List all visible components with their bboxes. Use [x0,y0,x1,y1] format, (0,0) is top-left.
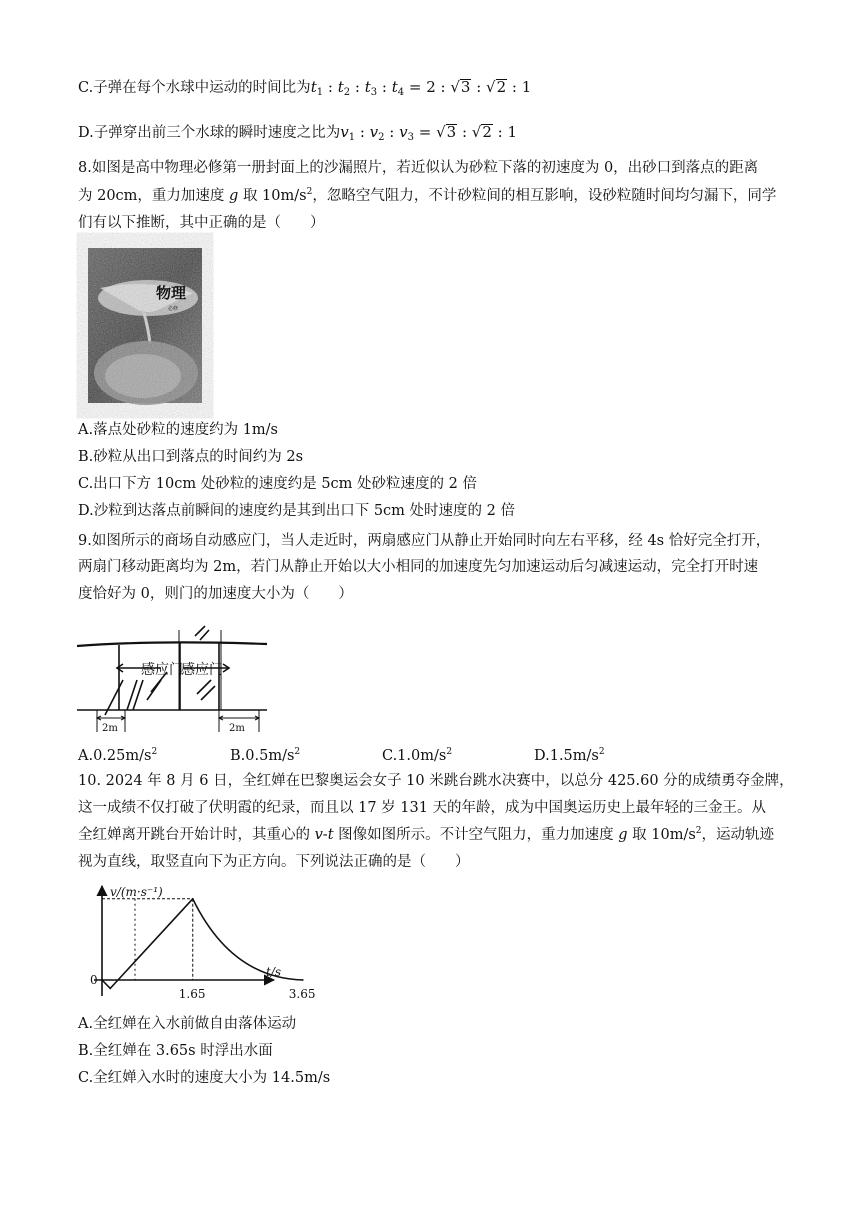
data-point [109,988,111,990]
q9-stem-line2: 两扇门移动距离均为 2m，若门从静止开始以大小相同的加速度先匀加速运动后匀减速运动，完全打开时速 [78,559,759,575]
x-axis-label: t/s [266,965,282,979]
left-door-label: 感应门 [141,662,183,678]
vt-graph [84,880,316,1005]
q10-option-a: A.全红婵在入水前做自由落体运动 [78,1016,297,1032]
q8-stem-line3: 们有以下推断，其中正确的是（ ） [78,215,325,231]
q10-stem-line1: 10. 2024 年 8 月 6 日，全红婵在巴黎奥运会女子 10 米跳台跳水决赛中，以总分 425.60 分的成绩勇夺金牌， [78,773,794,789]
q7-option-c-text: C.子弹在每个水球中运动的时间比为 [78,80,311,96]
cover-subtitle: 必修 [168,306,179,312]
q9-option-d: $D.1.5m/s^2$ [534,747,605,764]
q10-stem-line3: 全红婵离开跳台开始计时，其重心的 v-t 图像如图所示。不计空气阻力，重力加速度 g 取 $10m/s^2$，运动轨迹 [78,826,775,843]
series-line-rise [102,899,193,989]
hourglass-photo [88,248,202,403]
q9-option-b: $B.0.5m/s^2$ [230,747,301,764]
q8-stem-line2: 为 20cm，重力加速度 g 取 $10m/s^2$，忽略空气阻力，不计砂粒间的相互影响，设砂粒随时间均匀漏下，同学 [78,187,777,204]
data-point [192,898,194,900]
q9-option-c: $C.1.0m/s^2$ [382,747,453,764]
q10-option-b: B.全红婵在 3.65s 时浮出水面 [78,1043,273,1059]
sliding-door-figure [75,610,271,735]
q9-stem-line1: 9.如图所示的商场自动感应门，当人走近时，两扇感应门从静止开始同时向左右平移，经 4s 恰好完全打开， [78,533,771,549]
left-distance-label: 2m [102,723,118,734]
q7-option-c [78,77,531,103]
right-distance-label: 2m [229,723,245,734]
q10-stem-line2: 这一成绩不仅打破了伏明霞的纪录，而且以 17 岁 131 天的年龄，成为中国奥运历史上最年轻的三金王。从 [78,800,767,816]
q8-option-d: D.沙粒到达落点前瞬间的速度约是其到出口下 5cm 处时速度的 2 倍 [78,503,515,519]
q8-option-b: B.砂粒从出口到落点的时间约为 2s [78,449,304,465]
data-point [302,979,304,981]
q8-stem-line1: 8.如图是高中物理必修第一册封面上的沙漏照片，若近似认为砂粒下落的初速度为 0，出砂口到落点的距离 [78,160,759,176]
q7-option-d-formula: $v_1$ : $v_2$ : $v_3 = √3$ : √2 : 1 [340,123,518,143]
series-line-decay [193,899,303,980]
data-point [101,979,103,981]
y-axis-label: v/(m·s⁻¹) [110,885,163,899]
q8-option-a: A.落点处砂粒的速度约为 1m/s [78,422,278,438]
q9-stem-line3: 度恰好为 0，则门的加速度大小为（ ） [78,586,353,602]
q7-option-d [78,122,517,148]
q8-option-c: C.出口下方 10cm 处砂粒的速度约是 5cm 处砂粒速度的 2 倍 [78,476,477,492]
q10-option-c: C.全红婵入水时的速度大小为 14.5m/s [78,1070,331,1086]
q10-stem-line4: 视为直线，取竖直向下为正方向。下列说法正确的是（ ） [78,854,470,870]
q7-option-d-text: D.子弹穿出前三个水球的瞬时速度之比为 [78,125,341,141]
x-tick-label: 1.65 [178,987,206,1001]
cover-title: 物理 [156,284,187,302]
right-door-label: 感应门 [181,662,223,678]
origin-label: 0 [90,973,98,987]
x-tick-label: 3.65 [288,987,316,1001]
q7-option-c-formula: $t_1$ : $t_2$ : $t_3$ : $t_4 = 2$ : √3 : √2 : 1 [310,78,532,98]
q9-option-a: $A.0.25m/s^2$ [78,747,158,764]
